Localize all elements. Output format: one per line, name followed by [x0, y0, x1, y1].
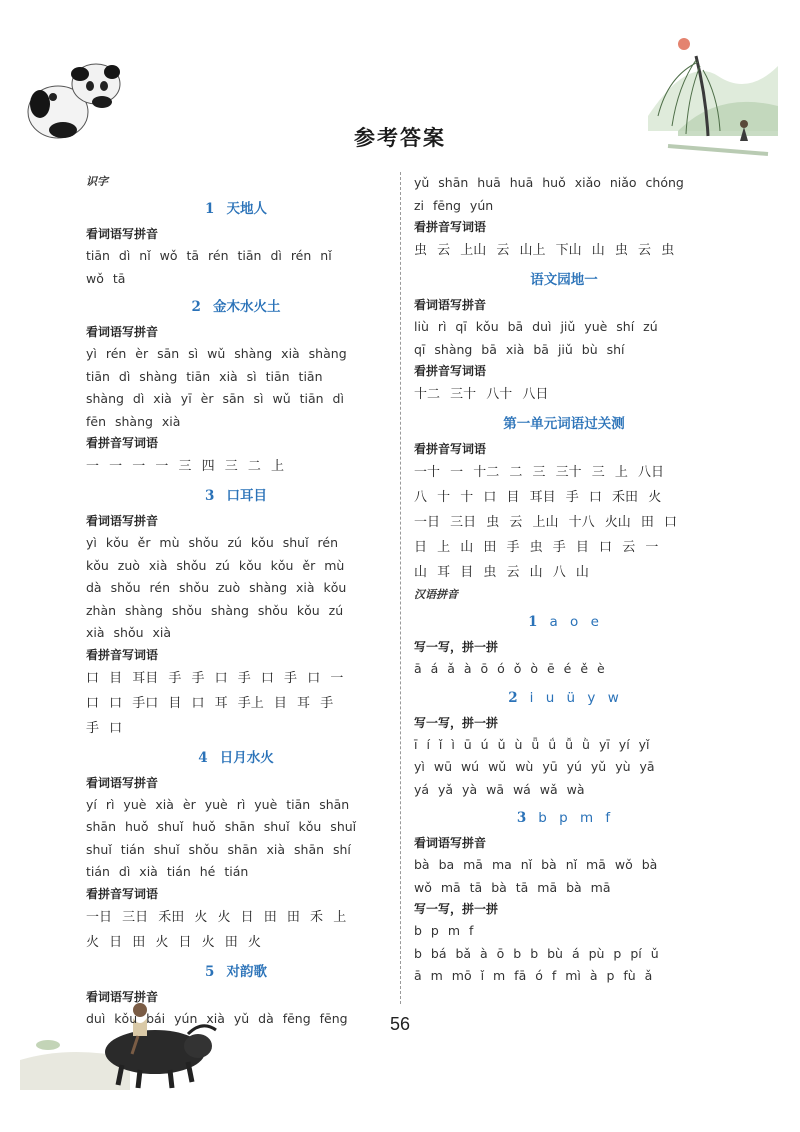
pinyin-answer-line: yí rì yuè xià èr yuè rì yuè tiān shān — [86, 796, 350, 812]
pinyin-answer-line: shān huǒ shuǐ huǒ shān shuǐ kǒu shuǐ — [86, 819, 357, 834]
exercise-label: 看拼音写词语 — [86, 436, 159, 450]
pinyin-answer-line: ī í ǐ ì ū ú ǔ ù ǖ ǘ ǚ ǜ yī yí yǐ — [414, 736, 650, 752]
pinyin-answer-line: yì kǒu ěr mù shǒu zú kǒu shuǐ rén — [86, 535, 338, 550]
pinyin-answer-line: tiān dì nǐ wǒ tā rén tiān dì rén nǐ — [86, 248, 332, 263]
pinyin-answer-line: duì kǒu bái yún xià yǔ dà fēng fēng — [86, 1010, 348, 1026]
section-title: 对韵歌 — [226, 963, 267, 980]
pinyin-answer-line: liù rì qī kǒu bā duì jiǔ yuè shí zú — [414, 319, 658, 334]
section-heading — [414, 609, 714, 635]
hanzi-answer-line: 虫 云 上山 云 山上 下山 山 虫 云 虫 — [414, 243, 675, 258]
pinyin-answer-line: yǔ shān huā huā huǒ xiǎo niǎo chóng — [414, 175, 684, 190]
pinyin-answer-line: wǒ tā — [86, 270, 126, 286]
exercise-label: 看词语写拼音 — [86, 775, 159, 790]
pinyin-answer-line: b bá bǎ à ō b b bù á pù p pí ǔ — [414, 945, 659, 961]
hanzi-answer-line: 口 口 手口 目 口 耳 手上 目 耳 手 — [86, 695, 334, 711]
section-title: 天地人 — [226, 201, 267, 217]
section-number: 3 — [205, 488, 215, 504]
section-number: 3 — [516, 810, 527, 826]
exercise-label: 看拼音写词语 — [86, 886, 159, 901]
hanzi-answer-line: 日 上 山 田 手 虫 手 目 口 云 一 — [414, 540, 659, 555]
section-heading — [86, 196, 386, 222]
section-title: 口耳目 — [226, 488, 267, 504]
hanzi-answer-line: 八 十 十 口 目 耳目 手 口 禾田 火 — [414, 490, 662, 505]
hanzi-answer-line: 火 日 田 火 日 火 田 火 — [86, 934, 261, 950]
exercise-label: 看词语写拼音 — [86, 989, 159, 1004]
exercise-label: 看词语写拼音 — [414, 298, 487, 312]
category-label: 识字 — [86, 175, 108, 188]
exercise-label: 看拼音写词语 — [414, 364, 487, 378]
section-number: 4 — [198, 749, 208, 766]
section-number: 5 — [205, 963, 215, 980]
exercise-label: 看拼音写词语 — [414, 220, 487, 234]
left-column — [86, 172, 386, 1030]
pinyin-answer-line: yá yǎ yà wā wá wǎ wà — [414, 781, 585, 797]
pinyin-answer-line: wǒ mā tā bà tā mā bà mā — [414, 879, 611, 895]
exercise-label: 看拼音写词语 — [414, 442, 487, 456]
pinyin-answer-line: kǒu zuò xià shǒu zú kǒu kǒu ěr mù — [86, 557, 345, 573]
section-number: 2 — [191, 299, 201, 315]
right-column — [414, 172, 714, 988]
section-heading — [414, 267, 714, 293]
pinyin-answer-line: yì wū wú wǔ wù yū yú yǔ yù yā — [414, 759, 655, 774]
pinyin-answer-line: fēn shàng xià — [86, 413, 181, 429]
pinyin-answer-line: tián dì xià tián hé tián — [86, 864, 249, 879]
column-divider — [400, 172, 401, 1004]
hanzi-answer-line: 一十 一 十二 二 三 三十 三 上 八日 — [414, 465, 665, 480]
section-number: 2 — [508, 689, 518, 706]
exercise-label: 看拼音写词语 — [86, 647, 159, 662]
pinyin-answer-line: yì rén èr sān sì wǔ shàng xià shàng — [86, 346, 347, 361]
exercise-label: 看词语写拼音 — [86, 325, 159, 339]
section-heading — [414, 411, 714, 437]
hanzi-answer-line: 十二 三十 八十 八日 — [414, 387, 549, 402]
page-number: 56 — [389, 1014, 411, 1034]
section-title: 语文园地一 — [530, 272, 598, 288]
section-title: 日月水火 — [219, 749, 274, 766]
pinyin-answer-line: shàng dì xià yī èr sān sì wǔ tiān dì — [86, 391, 344, 406]
section-title: 金木水火土 — [212, 299, 281, 315]
hanzi-answer-line: 一 一 一 一 三 四 三 二 上 — [86, 459, 285, 474]
exercise-label: 写一写，拼一拼 — [414, 902, 499, 916]
section-title: 第一单元词语过关测 — [503, 416, 625, 432]
section-heading — [414, 805, 714, 831]
section-number: 1 — [528, 614, 538, 630]
exercise-label: 看词语写拼音 — [86, 227, 159, 241]
section-heading — [86, 745, 386, 771]
exercise-label: 写一写，拼一拼 — [414, 640, 499, 654]
category-label: 汉语拼音 — [414, 588, 458, 601]
hanzi-answer-line: 口 目 耳目 手 手 口 手 口 手 口 一 — [86, 670, 344, 686]
exercise-label: 看词语写拼音 — [86, 514, 159, 528]
section-heading — [86, 959, 386, 985]
hanzi-answer-line: 一日 三日 禾田 火 火 日 田 田 禾 上 — [86, 909, 347, 925]
section-title: a o e — [549, 614, 600, 630]
section-title: b p m f — [538, 810, 612, 826]
pinyin-answer-line: ā á ǎ à ō ó ǒ ò ē é ě è — [414, 661, 605, 676]
pinyin-answer-line: bà ba mā ma nǐ bà nǐ mā wǒ bà — [414, 857, 658, 872]
page-title: 参考答案 — [354, 126, 446, 150]
section-heading — [86, 294, 386, 320]
hanzi-answer-line: 手 口 — [86, 720, 123, 736]
pinyin-answer-line: xià shǒu xià — [86, 625, 172, 640]
section-title: i u ü y w — [529, 689, 620, 706]
section-number: 1 — [205, 201, 215, 217]
hanzi-answer-line: 一日 三日 虫 云 上山 十八 火山 田 口 — [414, 515, 678, 530]
section-heading — [86, 483, 386, 509]
pinyin-answer-line: zhàn shàng shǒu shàng shǒu kǒu zú — [86, 602, 344, 618]
exercise-label: 看词语写拼音 — [414, 836, 487, 850]
pinyin-answer-line: b p m f — [414, 923, 474, 938]
hanzi-answer-line: 山 耳 目 虫 云 山 八 山 — [414, 565, 589, 580]
pinyin-answer-line: qī shàng bā xià bā jiǔ bù shí — [414, 341, 625, 357]
pinyin-answer-line: zi fēng yún — [414, 197, 494, 213]
pinyin-answer-line: dà shǒu rén shǒu zuò shàng xià kǒu — [86, 580, 347, 595]
pinyin-answer-line: ā m mō ǐ m fā ó f mì à p fù ǎ — [414, 968, 653, 983]
exercise-label: 写一写，拼一拼 — [414, 715, 499, 730]
pinyin-answer-line: shuǐ tián shuǐ shǒu shān xià shān shí — [86, 841, 351, 857]
pinyin-answer-line: tiān dì shàng tiān xià sì tiān tiān — [86, 368, 323, 384]
section-heading — [414, 685, 714, 711]
